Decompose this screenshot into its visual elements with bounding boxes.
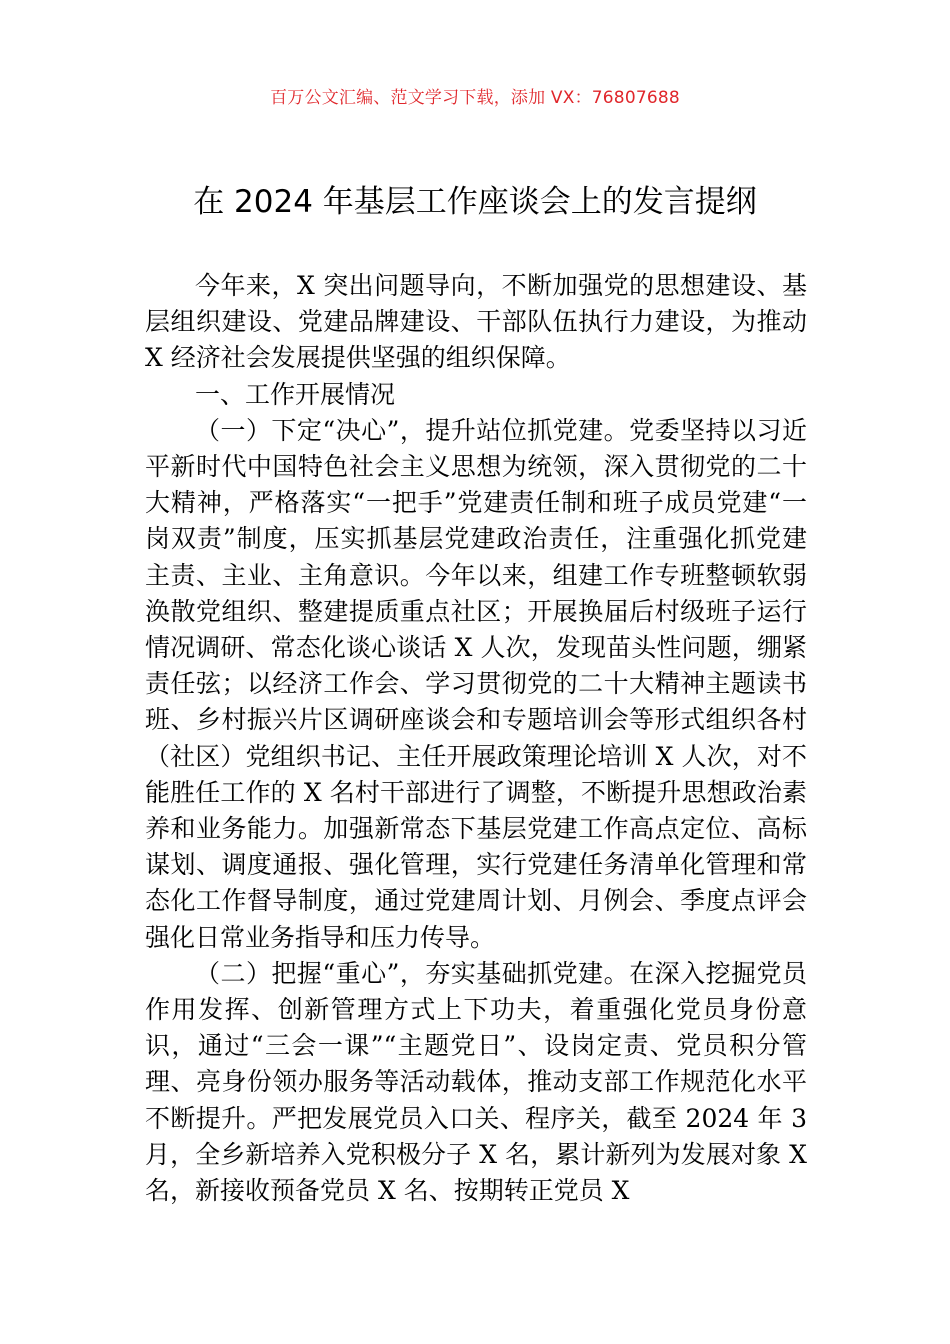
document-title: 在 2024 年基层工作座谈会上的发言提纲 <box>193 184 757 220</box>
header-promo-note: 百万公文汇编、范文学习下载，添加 VX：76807688 <box>270 88 680 108</box>
paragraph-intro: 今年来，X 突出问题导向，不断加强党的思想建设、基层组织建设、党建品牌建设、干部队伍执行力建设，为推动 X 经济社会发展提供坚强的组织保障。 <box>145 271 807 373</box>
paragraph-section-2: （二）把握“重心”，夯实基础抓党建。在深入挖掘党员作用发挥、创新管理方式上下功夫，着重强化党员身份意识，通过“三会一课”“主题党日”、设岗定责、党员积分管理、亮身份领办服务等活动载体，推动支部工作规范化水平不断提升。严把发展党员入口关、程序关，截至 2024 年 3 月，全乡新培养入党积极分子 X 名，累计新列为发展对象 X 名，新接收预备党员 X 名、按期转正党员 X <box>145 958 807 1206</box>
paragraph-section-1: （一）下定“决心”，提升站位抓党建。党委坚持以习近平新时代中国特色社会主义思想为统领，深入贯彻党的二十大精神，严格落实“一把手”党建责任制和班子成员党建“一岗双责”制度，压实抓基层党建政治责任，注重强化抓党建主责、主业、主角意识。今年以来，组建工作专班整顿软弱涣散党组织、整建提质重点社区；开展换届后村级班子运行情况调研、常态化谈心谈话 X 人次，发现苗头性问题，绷紧责任弦；以经济工作会、学习贯彻党的二十大精神主题读书班、乡村振兴片区调研座谈会和专题培训会等形式组织各村（社区）党组织书记、主任开展政策理论培训 X 人次，对不能胜任工作的 X 名村干部进行了调整，不断提升思想政治素养和业务能力。加强新常态下基层党建工作高点定位、高标谋划、调度通报、强化管理，实行党建任务清单化管理和常态化工作督导制度，通过党建周计划、月例会、季度点评会强化日常业务指导和压力传导。 <box>145 415 807 952</box>
document-body <box>145 268 807 1209</box>
section-heading-work-status: 一、工作开展情况 <box>195 379 396 409</box>
